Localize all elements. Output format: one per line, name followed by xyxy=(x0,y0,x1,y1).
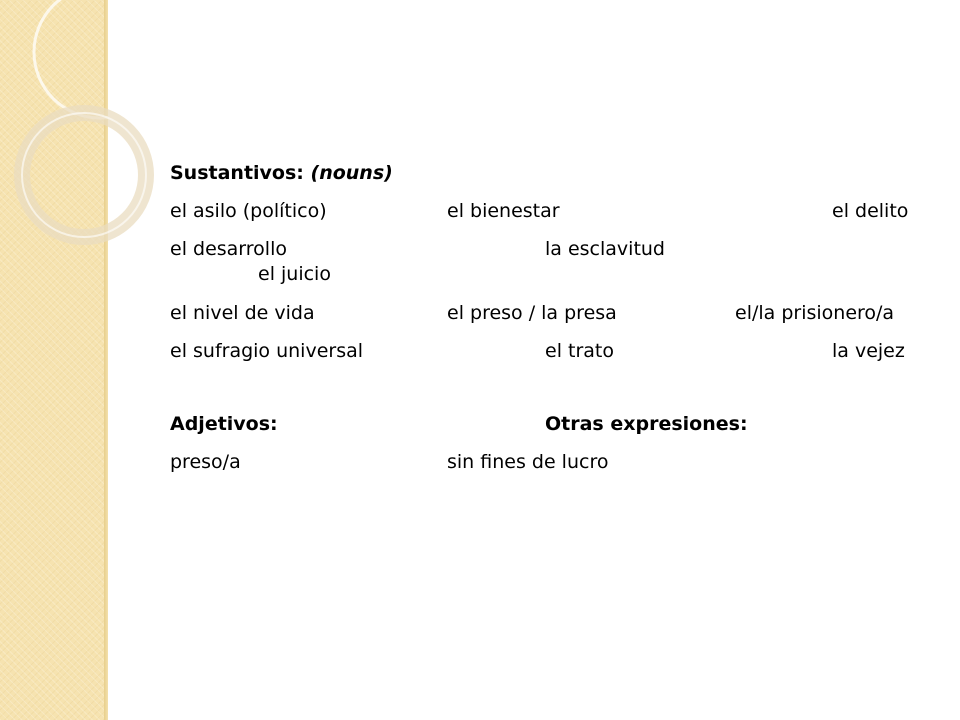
noun-item: el nivel de vida xyxy=(170,302,315,324)
heading-nouns-label: Sustantivos: xyxy=(170,162,304,184)
noun-item: la esclavitud xyxy=(545,238,665,260)
noun-item: el asilo (político) xyxy=(170,200,327,222)
heading-other-expressions: Otras expresiones: xyxy=(545,413,748,435)
heading-adjectives: Adjetivos: xyxy=(170,413,278,435)
noun-item: el bienestar xyxy=(447,200,560,222)
noun-item: el desarrollo xyxy=(170,238,287,260)
noun-item: la vejez xyxy=(832,340,905,362)
noun-item: el delito xyxy=(832,200,909,222)
noun-item: el juicio xyxy=(258,263,331,285)
noun-item: el sufragio universal xyxy=(170,340,364,362)
heading-nouns xyxy=(170,162,393,184)
noun-item: el preso / la presa xyxy=(447,302,617,324)
adjective-item: preso/a xyxy=(170,451,241,473)
heading-nouns-sub: (nouns) xyxy=(310,162,393,184)
expression-item: sin fines de lucro xyxy=(447,451,609,473)
noun-item: el/la prisionero/a xyxy=(735,302,895,324)
noun-item: el trato xyxy=(545,340,614,362)
